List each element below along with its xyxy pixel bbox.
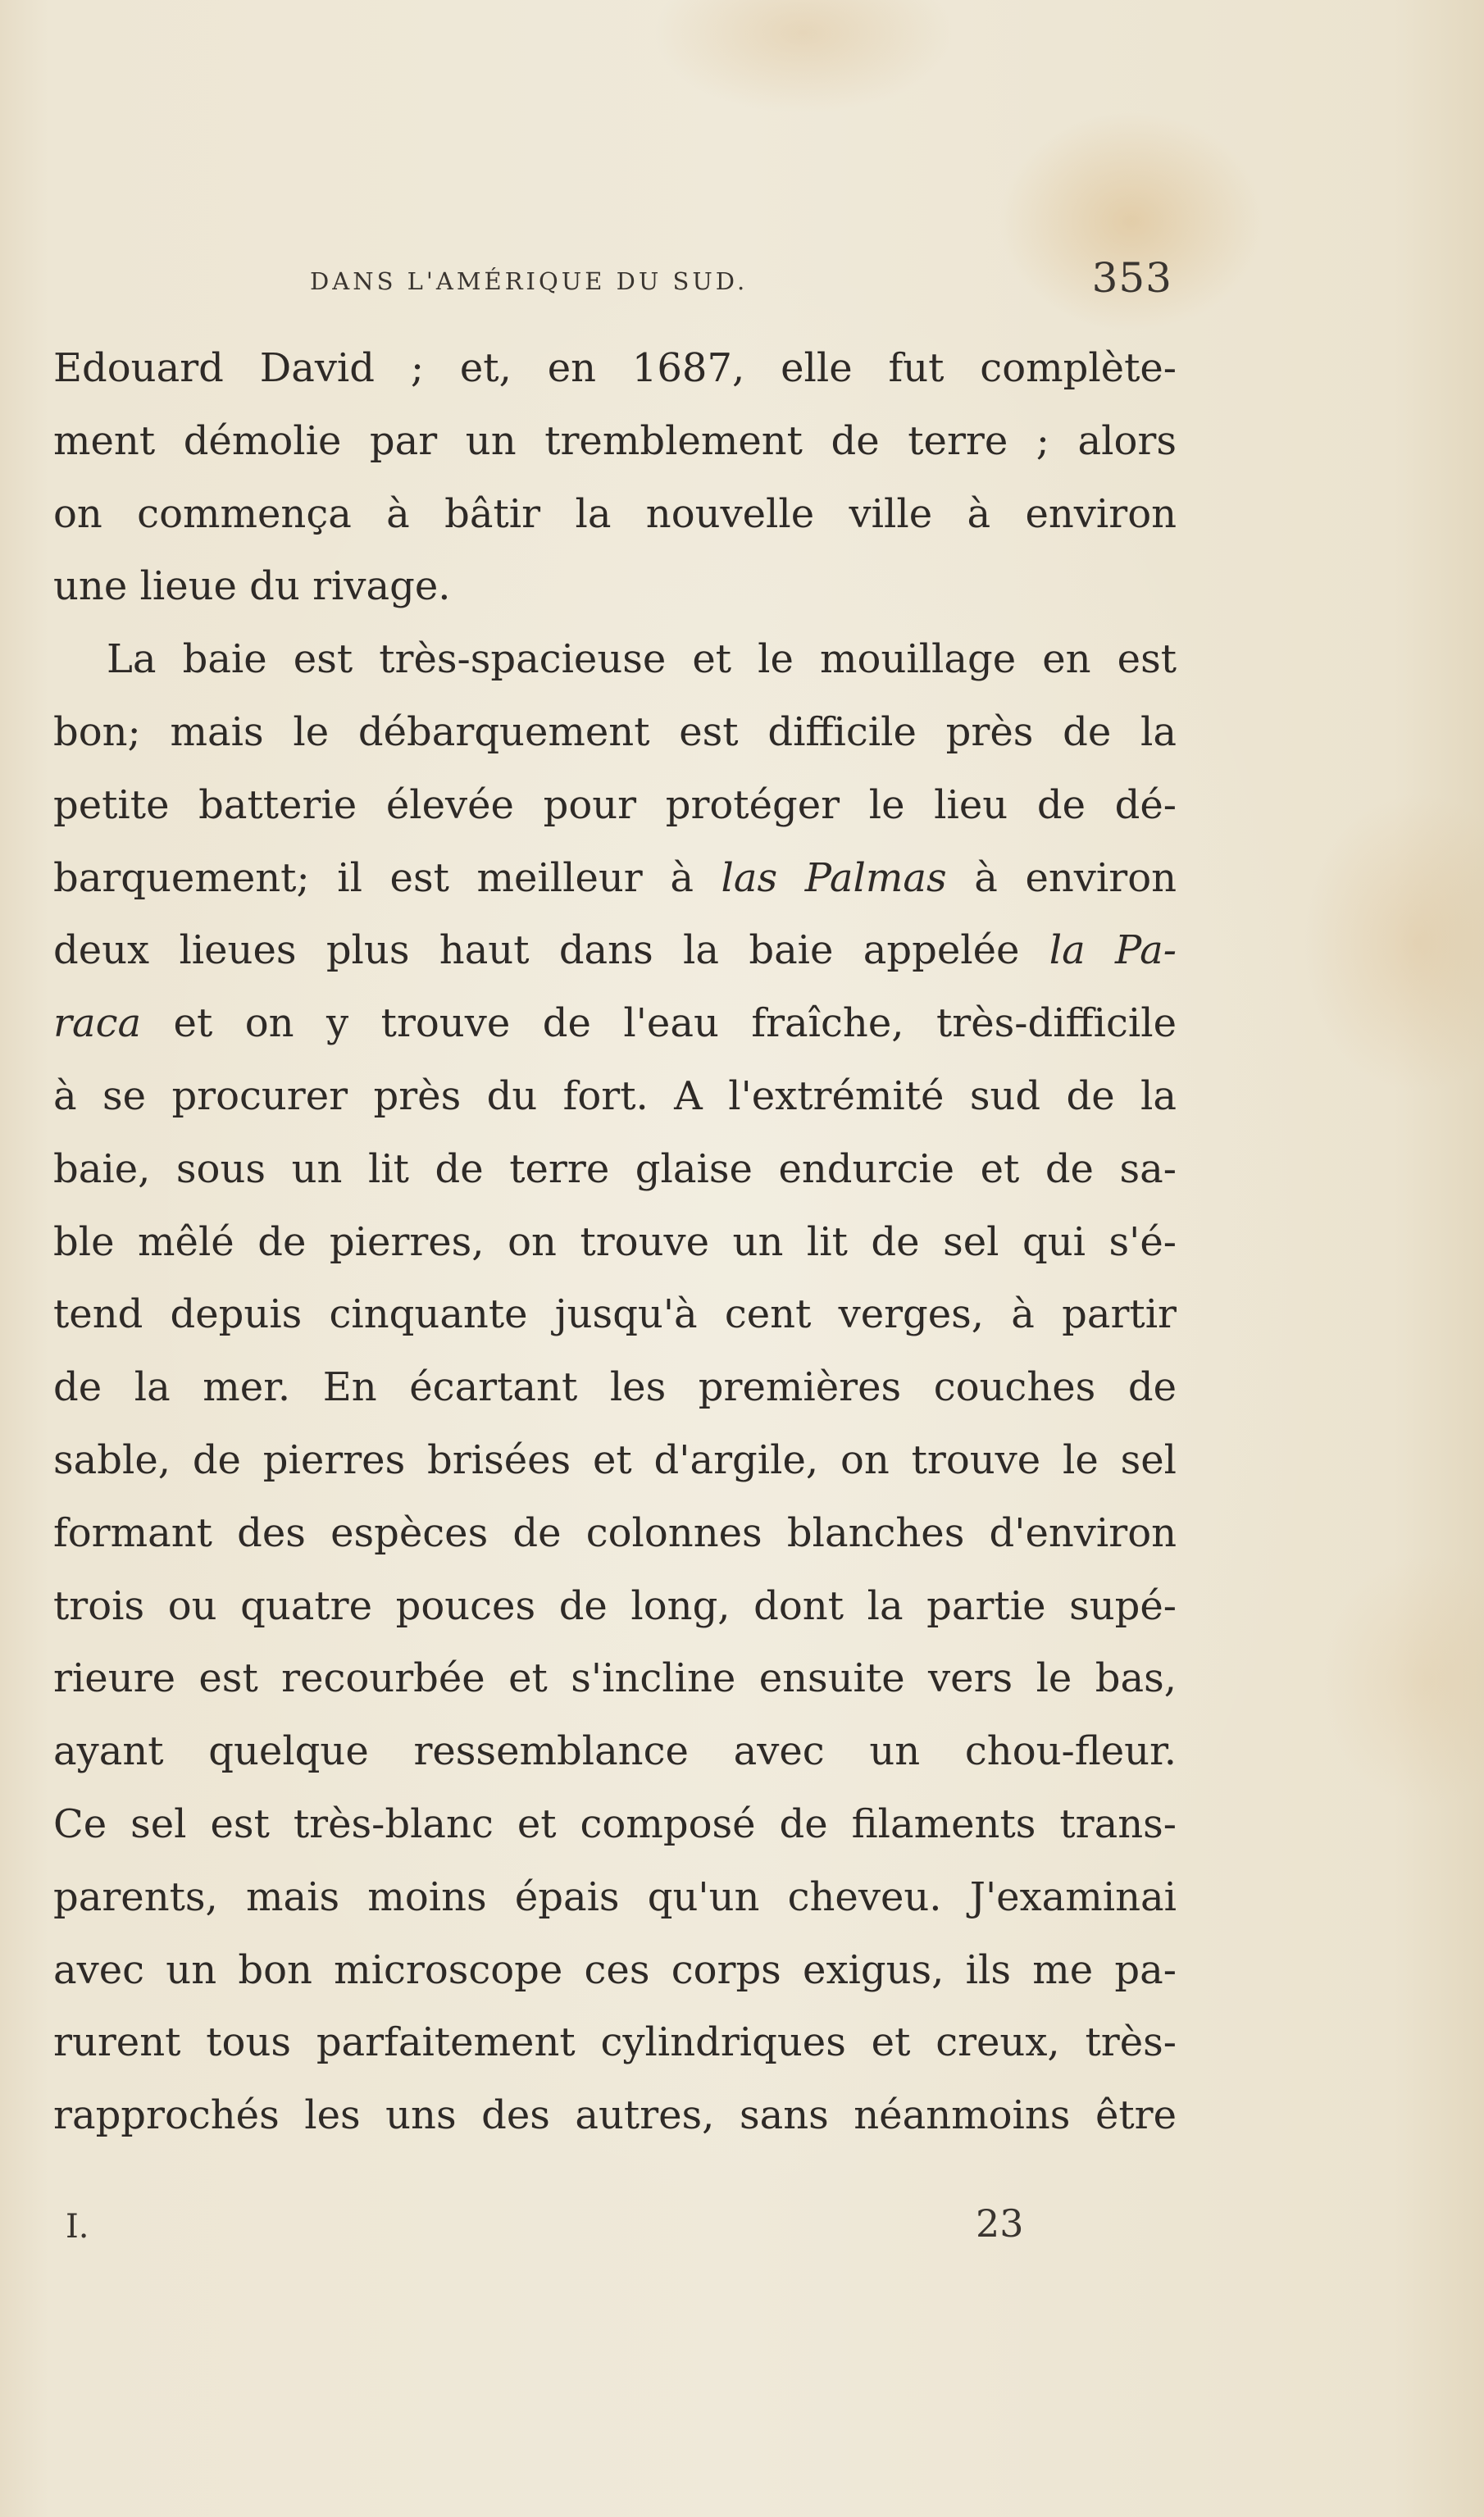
place-name-italic: raca (53, 1000, 142, 1047)
text-line: à se procurer près du fort. A l'extrémité sud de la (53, 1072, 1177, 1119)
text-line: ayant quelque ressemblance avec un chou-fleur. (53, 1728, 1177, 1775)
text-line: avec un bon microscope ces corps exigus, ils me pa- (53, 1946, 1177, 1993)
text-line: barquement; il est meilleur à las Palmas à environ (53, 854, 1177, 901)
text-line: ble mêlé de pierres, on trouve un lit de sel qui s'é- (53, 1218, 1177, 1265)
text-line: formant des espèces de colonnes blanches d'environ (53, 1509, 1177, 1556)
text-line: baie, sous un lit de terre glaise endurcie et de sa- (53, 1145, 1177, 1192)
text-line: rurent tous parfaitement cylindriques et creux, très- (53, 2019, 1177, 2066)
text-line: tend depuis cinquante jusqu'à cent verges, à partir (53, 1291, 1177, 1338)
text-line: Edouard David ; et, en 1687, elle fut complète- (53, 345, 1177, 391)
page-footer (66, 2201, 1033, 2251)
text-line: petite batterie élevée pour protéger le lieu de dé- (53, 781, 1177, 828)
text-line: de la mer. En écartant les premières couches de (53, 1364, 1177, 1411)
body-text (53, 332, 1177, 2152)
text-line: Ce sel est très-blanc et composé de filaments trans- (53, 1800, 1177, 1847)
text-line: trois ou quatre pouces de long, dont la partie supé- (53, 1582, 1177, 1629)
text-line: deux lieues plus haut dans la baie appelée la Pa- (53, 927, 1177, 974)
text-line: ment démolie par un tremblement de terre ; alors (53, 417, 1177, 464)
running-head: DANS L'AMÉRIQUE DU SUD. (310, 267, 749, 295)
text-line: sable, de pierres brisées et d'argile, on trouve le sel (53, 1436, 1177, 1483)
text-line: on commença à bâtir la nouvelle ville à environ (53, 490, 1177, 537)
text-line: rapprochés les uns des autres, sans néanmoins être (53, 2092, 1177, 2139)
text-line: raca et on y trouve de l'eau fraîche, très-difficile (53, 1000, 1177, 1047)
text-line: parents, mais moins épais qu'un cheveu. J'examinai (53, 1873, 1177, 1920)
place-name-italic: la Pa- (1049, 927, 1177, 974)
page-number: 353 (1091, 254, 1172, 302)
place-name-italic: las Palmas (721, 854, 947, 901)
page-header (57, 254, 1172, 312)
text-line: bon; mais le débarquement est difficile près de la (53, 708, 1177, 755)
text-line: La baie est très-spacieuse et le mouillage en est (107, 636, 1177, 683)
volume-signature: I. (66, 2208, 89, 2246)
gathering-signature: 23 (976, 2201, 1024, 2246)
text-line: une lieue du rivage. (53, 563, 451, 610)
text-line: rieure est recourbée et s'incline ensuite vers le bas, (53, 1655, 1177, 1702)
